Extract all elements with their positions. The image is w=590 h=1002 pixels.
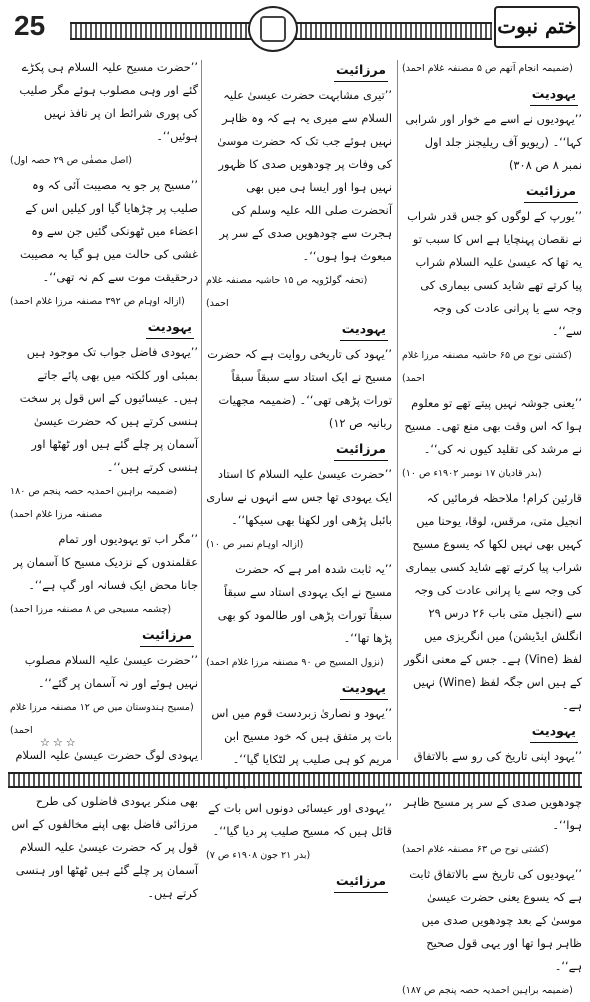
citation: (ازالہ اوہام نمبر ص ۱۰) [206,539,304,550]
footer-border-band [8,772,582,788]
end-stars: ☆☆☆ [40,736,79,749]
citation: (ضمیمہ براہین احمدیہ حصہ پنجم ص ۱۸۰ مصنفہ مرزا غلام احمد) [10,486,178,520]
section-heading: یہودیت [146,315,194,339]
text-column-middle [206,56,392,888]
paragraph: ’’یہود کی تاریخی روایت ہے کہ حضرت مسیح نے ایک استاد سے سبقاً سبقاً تورات پڑھی تھی‘‘۔ (ضمیمہ مجھیات ربانیہ ص ۱۲) [207,347,392,430]
section-heading: یہودیت [340,317,388,341]
paragraph: ’’یہودیوں کی تاریخ سے بالاتفاق ثابت ہے کہ یسوع یعنی حضرت عیسیٰ موسیٰ کے بعد چودھویں صدی میں ظاہر ہوا تھا اور یہی قول صحیح ہے‘‘۔ [409,867,582,973]
section-heading: مرزائیت [524,179,578,203]
column-divider [397,60,398,760]
paragraph: ’’یہودیوں نے اسے مے خوار اور شرابی کہا‘‘۔ (ریویو آف ریلیجنز جلد اول نمبر ۸ ص ۳۰۸) [405,112,582,172]
section-heading: یہودیت [530,82,578,106]
paragraph: ’’یورپ کے لوگوں کو جس قدر شراب نے نقصان پہنچایا ہے اس کا سبب تو یہ تھا کہ عیسیٰ علیہ السلام شراب پیا کرتے تھے شاید کسی بیماری کی وجہ سے یا پرانی عادت کی وجہ سے‘‘۔ [407,209,582,338]
section-heading: یہودیت [340,676,388,700]
text-column-right [402,56,582,996]
citation: (مسیح ہندوستان میں ص ۱۲ مصنفہ مرزا غلام احمد) [10,702,194,736]
citation: (نزول المسیح ص ۹۰ مصنفہ مرزا غلام احمد) [206,657,384,668]
paragraph: ’’مسیح پر جو یہ مصیبت آئی کہ وہ صلیب پر چڑھایا گیا اور کیلیں اس کے اعضاء میں ٹھونکی گئیں جن سے وہ غشی کی حالت میں ہو گیا یہ مصیبت درحقیقت موت سے کم نہ تھی‘‘۔ [19,178,198,284]
paragraph: ’’یہودی اور عیسائی دونوں اس بات کے قائل ہیں کہ مسیح صلیب پر دیا گیا‘‘۔ [208,801,392,838]
citation: (ضمیمہ براہین احمدیہ حصہ پنجم ص ۱۸۷) [402,985,573,996]
citation: (ازالہ اوہام ص ۳۹۲ مصنفہ مرزا غلام احمد) [10,296,185,307]
text-column-left [10,56,198,900]
citation: (بدر قادیان ۱۷ نومبر ۱۹۰۲ء ص ۱۰) [402,468,542,479]
paragraph: ’’یہ ثابت شدہ امر ہے کہ حضرت مسیح نے ایک یہودی استاد سے سبقاً سبقاً تورات پڑھی اور طالمود کو بھی پڑھا تھا‘‘۔ [217,562,392,645]
section-heading: یہودیت [530,719,578,743]
paragraph: ’’تیری مشابہت حضرت عیسیٰ علیہ السلام سے میری یہ ہے کہ وہ ظاہر نہیں ہوئے جب تک کہ حضرت موسیٰ کی وفات پر چودھویں صدی کا ظہور نہیں ہوا اور ایسا ہی میں بھی آنحضرت صلی اللہ علیہ وسلم کی ہجرت سے چودھویں صدی کے سر پر مبعوث ہوا ہوں‘‘۔ [217,88,392,263]
paragraph: ’’مگر اب تو یہودیوں اور تمام عقلمندوں کے نزدیک مسیح کا آسمان پر جانا محض ایک فسانہ اور گپ ہے‘‘۔ [13,532,198,592]
paragraph: ’’حضرت مسیح علیہ السلام ہی پکڑے گئے اور وہی مصلوب ہوئے مگر صلیب کی پوری شرائط ان پر نافذ نہیں ہوئیں‘‘۔ [19,60,198,143]
section-heading: مرزائیت [334,58,388,82]
page-number: 25 [14,10,46,41]
section-heading: مرزائیت [140,623,194,647]
citation: (تحفہ گولڑویہ ص ۱۵ حاشیہ مصنفہ غلام احمد) [206,275,368,309]
citation: (کشتی نوح ص ۶۳ مصنفہ غلام احمد) [402,844,549,855]
paragraph: ’’یعنی جوشہ نہیں پیتے تھے تو معلوم ہوا کہ اس وقت بھی منع تھی۔ مسیح نے مرشد کی تقلید کیوں نہ کی‘‘۔ [404,396,582,456]
paragraph: ’’یہود اپنی تاریخ کی رو سے بالاتفاق چودھویں صدی کے سر پر مسیح ظاہر ہوا‘‘۔ [404,749,582,832]
page-header [8,6,582,52]
section-heading: مرزائیت [334,437,388,461]
citation: (بدر ۲۱ جون ۱۹۰۸ء ص ۷) [206,850,311,861]
citation: (ضمیمہ انجام آتھم ص ۵ مصنفہ غلام احمد) [402,63,573,74]
emblem-seal-icon [248,6,298,52]
magazine-title-logo: ختم نبوت [494,6,580,48]
paragraph: ’’یہود و نصاریٰ زبردست قوم میں اس بات پر متفق ہیں کہ خود مسیح ابن مریم کو ہی صلیب پر لٹکایا گیا‘‘۔ [211,706,392,766]
paragraph: ’’حضرت عیسیٰ علیہ السلام مصلوب نہیں ہوئے اور نہ آسمان پر گئے‘‘۔ [24,653,198,690]
citation: (چشمہ مسیحی ص ۸ مصنفہ مرزا احمد) [10,604,172,615]
citation: (کشتی نوح ص ۶۵ حاشیہ مصنفہ مرزا غلام احمد) [402,350,572,384]
column-divider [201,60,202,760]
paragraph: یہودی لوگ حضرت عیسیٰ علیہ السلام بھی منکر یہودی فاضلوں کی طرح مرزائی فاضل بھی اپنے مخالفوں کے اس قول پر کہ حضرت عیسیٰ علیہ السلام آسمان پر چلے گئے ہیں ٹھٹھا اور ہنسی کرتے ہیں۔ [11,748,198,900]
paragraph: ’’حضرت عیسیٰ علیہ السلام کا استاد ایک یہودی تھا جس سے انہوں نے ساری بائبل پڑھی اور لکھنا بھی سیکھا‘‘۔ [206,467,392,527]
citation: (اصل مصفٰی ص ۲۹ حصہ اول) [10,155,132,166]
paragraph: قارئین کرام! ملاحظہ فرمائیں کہ انجیل متی، مرقس، لوقا، یوحنا میں کہیں بھی نہیں لکھا کہ یسوع مسیح شراب پیا کرتے تھے شاید کسی بیماری کی وجہ سے یا پرانی عادت کی وجہ سے (انجیل متی باب ۲۶ درس ۲۹ انگلش ایڈیشن) میں انگریزی میں لفظ (Vine) ہے۔ جس کے معنی انگور کے ہیں اس جگہ لفظ (Wine) نہیں ہے۔ [404,491,582,712]
section-heading: مرزائیت [334,869,388,893]
paragraph: ’’یہودی فاضل جواب تک موجود ہیں بمبئی اور کلکتہ میں بھی پائے جاتے ہیں۔ عیسائیوں کے اس قول پر سخت ہنسی کرتے ہیں کہ حضرت عیسیٰ آسمان پر چلے گئے ہیں اور ٹھٹھا اور ہنسی کرتے ہیں‘‘۔ [19,345,198,474]
